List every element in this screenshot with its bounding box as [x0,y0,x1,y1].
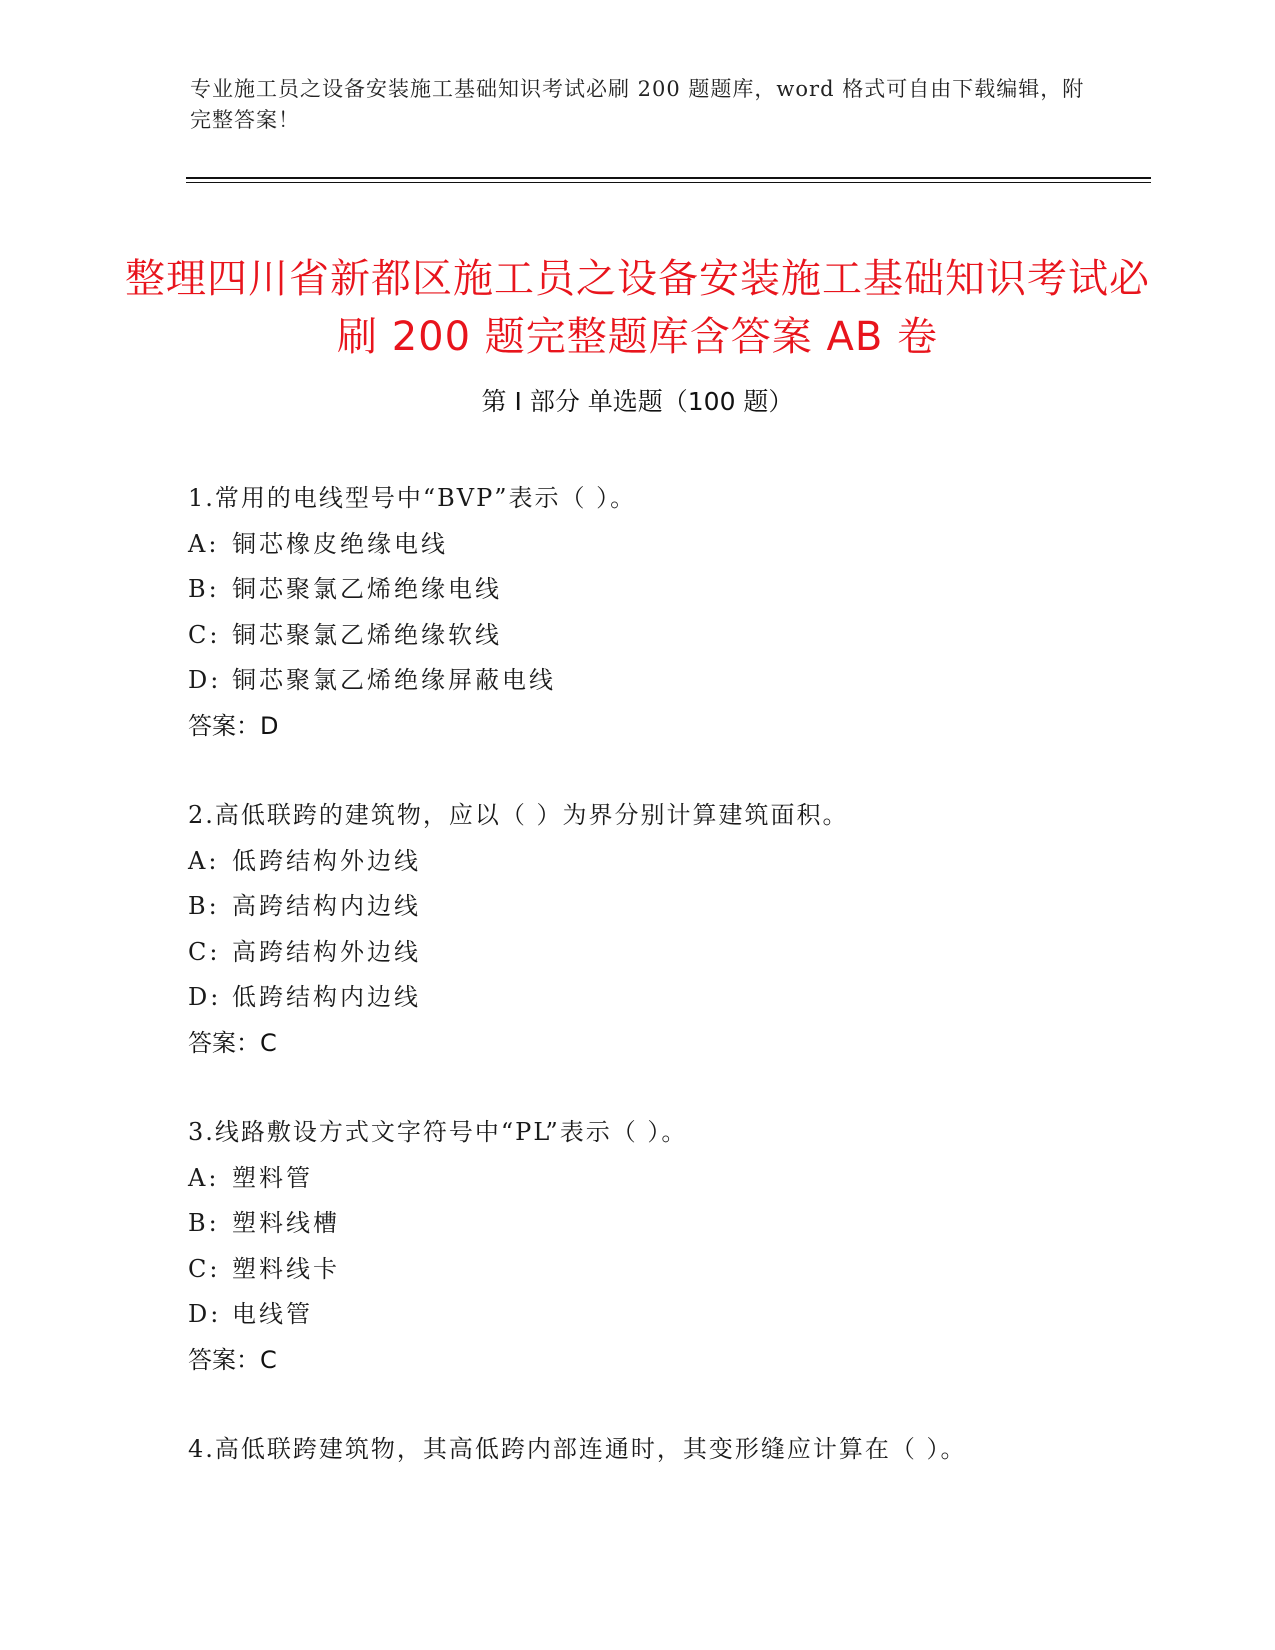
option-c [188,613,1148,659]
option-text: 电线管 [232,1300,313,1328]
option-c [188,930,1148,976]
option-text: 高跨结构外边线 [232,937,421,966]
option-letter: D: [188,983,222,1011]
option-text: 低跨结构内边线 [232,983,421,1011]
option-letter: A: [188,846,220,875]
option-a [188,1156,1148,1202]
option-a [188,839,1148,885]
option-text: 塑料管 [232,1163,313,1192]
option-text: 低跨结构外边线 [232,846,421,875]
option-d [188,658,1148,704]
question-item [188,1110,1148,1383]
option-letter: D: [188,1300,222,1328]
header-divider-thin [186,182,1151,183]
option-letter: B: [188,892,220,920]
option-letter: C: [188,937,221,966]
option-text: 铜芯聚氯乙烯绝缘电线 [232,575,502,603]
header-note: 专业施工员之设备安装施工基础知识考试必刷 200 题题库，word 格式可自由下载编辑，附完整答案！ [190,77,1085,132]
option-b [188,1201,1148,1247]
question-stem: 3.线路敷设方式文字符号中“PL”表示（ ）。 [188,1118,688,1146]
answer-line: 答案：C [188,1345,277,1374]
answer-line: 答案：D [188,711,279,740]
option-text: 塑料线槽 [232,1209,340,1237]
question-stem: 2.高低联跨的建筑物，应以（ ）为界分别计算建筑面积。 [188,801,849,829]
option-letter: D: [188,666,222,694]
document-title: 整理四川省新都区施工员之设备安装施工基础知识考试必刷 200 题完整题库含答案 AB 卷 [125,255,1150,360]
option-letter: B: [188,575,220,603]
option-text: 铜芯橡皮绝缘电线 [232,529,448,558]
option-text: 铜芯聚氯乙烯绝缘屏蔽电线 [232,666,556,694]
option-b [188,884,1148,930]
option-text: 塑料线卡 [232,1254,340,1283]
question-stem: 4.高低联跨建筑物，其高低跨内部连通时，其变形缝应计算在（ ）。 [188,1435,967,1463]
option-b [188,567,1148,613]
option-c [188,1247,1148,1293]
option-letter: C: [188,1254,221,1283]
question-item [188,476,1148,749]
option-letter: B: [188,1209,220,1237]
option-d [188,1292,1148,1338]
section-title: 第 I 部分 单选题（100 题） [481,387,794,416]
question-item [188,793,1148,1066]
option-letter: A: [188,1163,220,1192]
header-divider-thick [186,177,1151,179]
option-d [188,975,1148,1021]
option-text: 高跨结构内边线 [232,892,421,920]
question-list [188,476,1148,1517]
option-letter: C: [188,620,221,649]
option-a [188,522,1148,568]
answer-line: 答案：C [188,1028,277,1057]
question-item [188,1427,1148,1473]
question-stem: 1.常用的电线型号中“BVP”表示（ ）。 [188,484,637,512]
option-letter: A: [188,529,220,558]
option-text: 铜芯聚氯乙烯绝缘软线 [232,620,502,649]
